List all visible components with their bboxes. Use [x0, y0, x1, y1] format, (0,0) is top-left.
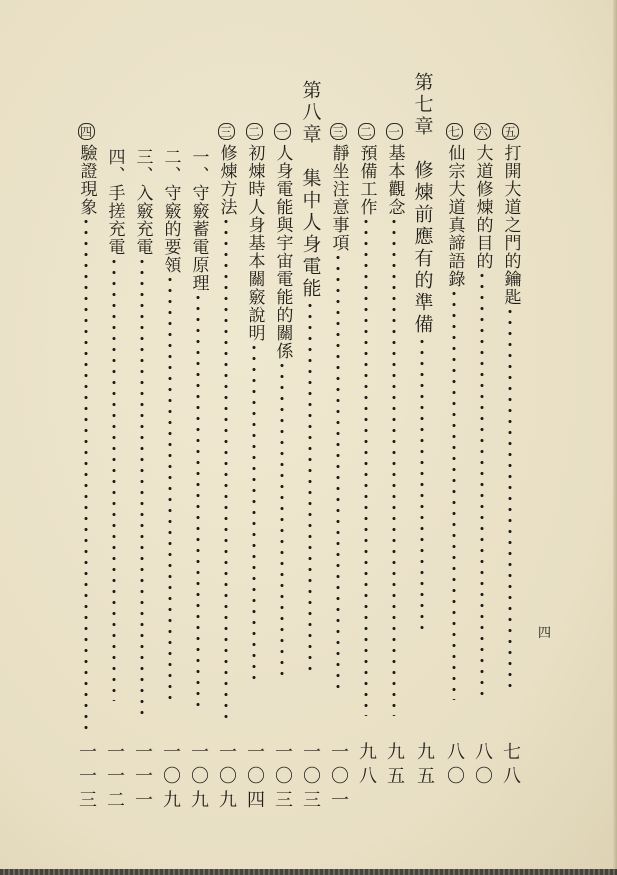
page-edge-bottom	[0, 869, 617, 875]
subentry-title: 三、入竅充電	[132, 148, 153, 256]
entry-title: 打開大道之門的鑰匙	[500, 144, 521, 306]
entry-marker: 七	[446, 123, 463, 140]
entry-title: 大道修煉的目的	[472, 144, 493, 270]
entry-page-ref: 七八	[500, 742, 521, 790]
entry-page-ref: 八〇	[444, 742, 465, 790]
dot-leader	[83, 216, 89, 731]
entry-page-ref: 九八	[356, 742, 377, 790]
toc-entry-4	[74, 123, 98, 731]
toc-entry-7	[442, 123, 466, 700]
toc-entry-5	[498, 123, 522, 689]
entry-marker: 六	[474, 123, 491, 140]
entry-title: 預備工作	[356, 144, 377, 216]
entry-title: 驗證現象	[76, 144, 97, 216]
entry-title: 人身電能與宇宙電能的關係	[272, 144, 293, 360]
entry-marker: 三	[218, 123, 235, 140]
subentry-title: 一、守竅蓄電原理	[188, 148, 209, 292]
dot-leader	[391, 216, 397, 716]
entry-page-ref: 一〇四	[244, 742, 265, 814]
toc-entry-1	[382, 123, 406, 716]
dot-leader	[251, 342, 257, 682]
entry-title: 靜坐注意事項	[328, 144, 349, 252]
chapter-title: 第八章 集中人身電能	[299, 80, 322, 300]
entry-title: 修煉方法	[216, 144, 237, 216]
dot-leader	[195, 292, 201, 712]
entry-page-ref: 一一一	[132, 742, 153, 814]
subentry-title: 二、守竅的要領	[160, 148, 181, 274]
toc-subentry-3	[130, 148, 154, 716]
chapter-page-ref: 一〇三	[300, 742, 321, 814]
page-number: 四	[538, 626, 552, 641]
toc-entry-2	[354, 123, 378, 716]
subentry-title: 四、手搓充電	[104, 148, 125, 256]
dot-leader	[363, 216, 369, 716]
chapter-8-heading	[298, 80, 322, 678]
entry-page-ref: 九五	[384, 742, 405, 790]
toc-subentry-4	[102, 148, 126, 701]
toc-entry-1	[270, 123, 294, 680]
dot-leader	[507, 306, 513, 689]
entry-page-ref: 一一三	[76, 742, 97, 814]
toc-entry-6	[470, 123, 494, 702]
dot-leader	[479, 270, 485, 702]
entry-page-ref: 一〇九	[216, 742, 237, 814]
dot-leader	[451, 288, 457, 700]
dot-leader	[139, 256, 145, 716]
entry-marker: 一	[274, 123, 291, 140]
entry-page-ref: 一〇九	[188, 742, 209, 814]
dot-leader	[111, 256, 117, 701]
toc-subentry-2	[158, 148, 182, 704]
dot-leader	[307, 300, 313, 678]
entry-title: 仙宗大道真諦語錄	[444, 144, 465, 288]
chapter-page-ref: 九五	[414, 742, 435, 790]
toc-entry-2	[242, 123, 266, 682]
toc-subentry-1	[186, 148, 210, 712]
entry-title: 初煉時人身基本關竅說明	[244, 144, 265, 342]
entry-marker: 四	[78, 123, 95, 140]
entry-marker: 一	[386, 123, 403, 140]
dot-leader	[335, 252, 341, 692]
entry-marker: 三	[330, 123, 347, 140]
entry-page-ref: 一〇一	[328, 742, 349, 814]
entry-page-ref: 一〇九	[160, 742, 181, 814]
toc-entry-3	[326, 123, 350, 692]
toc-entry-3	[214, 123, 238, 726]
dot-leader	[419, 336, 425, 636]
chapter-title: 第七章 修煉前應有的準備	[411, 72, 434, 336]
entry-page-ref: 八〇	[472, 742, 493, 790]
entry-marker: 二	[246, 123, 263, 140]
entry-marker: 五	[502, 123, 519, 140]
dot-leader	[167, 274, 173, 704]
chapter-7-heading	[410, 72, 434, 636]
entry-page-ref: 一〇三	[272, 742, 293, 814]
entry-page-ref: 一一二	[104, 742, 125, 814]
dot-leader	[279, 360, 285, 680]
entry-title: 基本觀念	[384, 144, 405, 216]
dot-leader	[223, 216, 229, 726]
page-edge-right	[613, 0, 617, 875]
entry-marker: 二	[358, 123, 375, 140]
